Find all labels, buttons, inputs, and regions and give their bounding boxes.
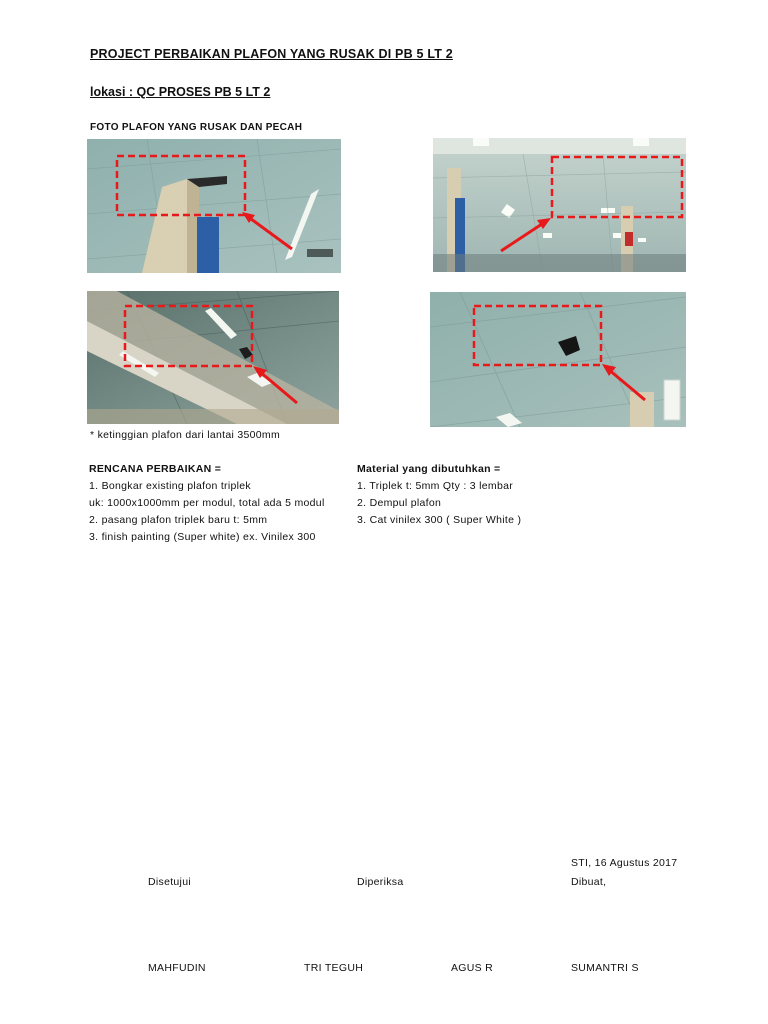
damaged-ceiling-photo-1 [87, 139, 341, 273]
location-label: lokasi : QC PROSES PB 5 LT 2 [90, 85, 271, 99]
damaged-ceiling-photo-2 [433, 138, 686, 272]
photo-section-heading: FOTO PLAFON YANG RUSAK DAN PECAH [90, 122, 303, 133]
repair-plan-item: 3. finish painting (Super white) ex. Vinilex 300 [89, 531, 316, 543]
repair-plan-heading: RENCANA PERBAIKAN = [89, 463, 222, 475]
page-title: PROJECT PERBAIKAN PLAFON YANG RUSAK DI PB 5 LT 2 [90, 47, 453, 61]
repair-plan-item: 1. Bongkar existing plafon triplek [89, 480, 251, 492]
repair-plan-section [89, 461, 325, 546]
signing-date: STI, 16 Agustus 2017 [571, 857, 678, 869]
made-label: Dibuat, [571, 876, 607, 888]
materials-item: 2. Dempul plafon [357, 497, 442, 509]
damaged-ceiling-photo-3 [87, 291, 339, 424]
approved-label: Disetujui [148, 876, 191, 888]
signatory-name: AGUS R [451, 962, 494, 974]
signatory-name: TRI TEGUH [304, 962, 364, 974]
damaged-ceiling-photo-4 [430, 292, 686, 427]
repair-plan-item: uk: 1000x1000mm per modul, total ada 5 modul [89, 497, 325, 509]
signatory-name: SUMANTRI S [571, 962, 639, 974]
checked-label: Diperiksa [357, 876, 404, 888]
materials-item: 3. Cat vinilex 300 ( Super White ) [357, 514, 522, 526]
materials-section [357, 461, 521, 529]
signatory-name: MAHFUDIN [148, 962, 206, 974]
materials-heading: Material yang dibutuhkan = [357, 463, 501, 475]
ceiling-height-note: * ketinggian plafon dari lantai 3500mm [90, 429, 281, 441]
materials-item: 1. Triplek t: 5mm Qty : 3 lembar [357, 480, 514, 492]
repair-plan-item: 2. pasang plafon triplek baru t: 5mm [89, 514, 268, 526]
